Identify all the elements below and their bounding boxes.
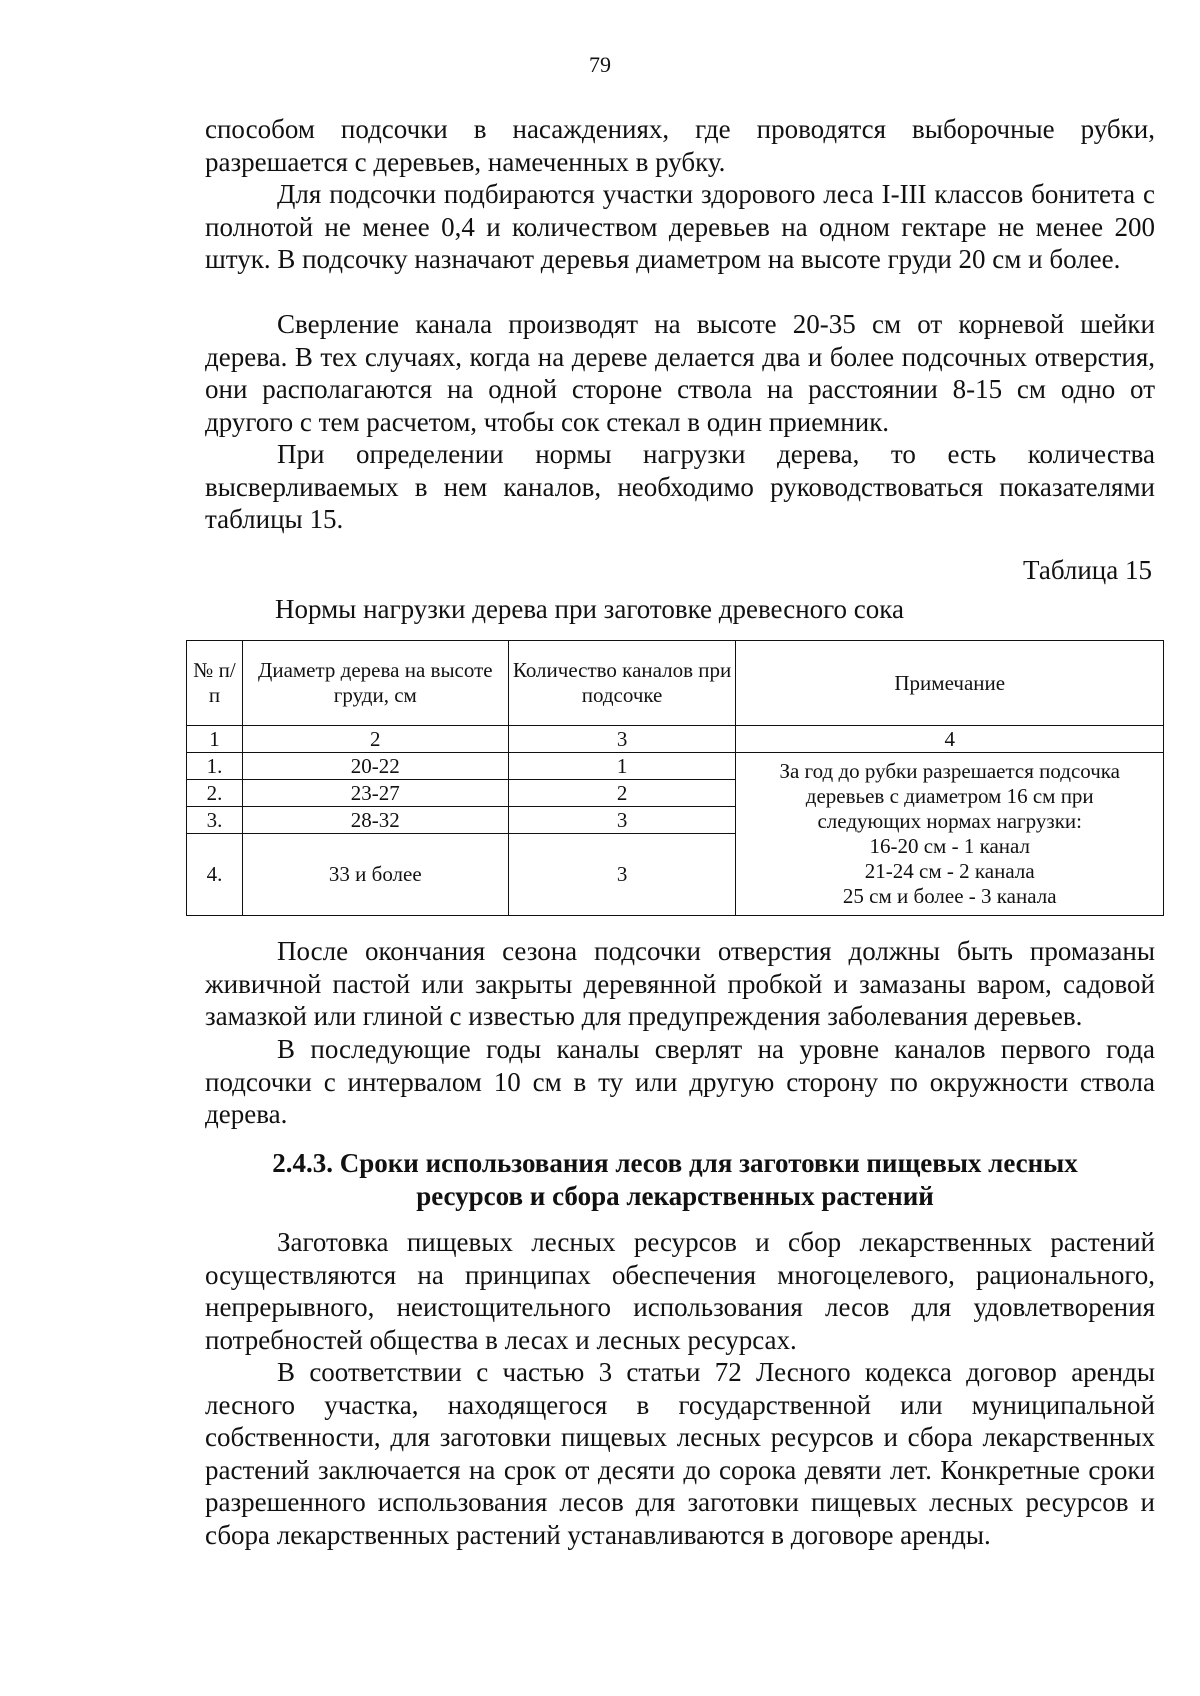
header-diameter: Диаметр дерева на высоте груди, см (242, 641, 508, 726)
header-note: Примечание (736, 641, 1164, 726)
column-number: 3 (508, 726, 736, 753)
header-channels: Количество каналов при подсочке (508, 641, 736, 726)
row-channels: 3 (508, 834, 736, 916)
note-line: деревьев с диаметром 16 см при (805, 784, 1094, 808)
table-label: Таблица 15 (1023, 555, 1152, 585)
paragraph-after-season: После окончания сезона подсочки отверстия должны быть промазаны живичной пастой или закрыты деревянной пробкой и замазаны варом, садовой замазкой или глиной с известью для предупреждения заболевания деревьев. (205, 936, 1155, 1031)
note-line: следующих нормах нагрузки: (817, 809, 1082, 833)
note-line: За год до рубки разрешается подсочка (779, 759, 1120, 783)
row-number: 3. (187, 807, 243, 834)
section-heading-line: ресурсов и сбора лекарственных растений (416, 1181, 934, 1211)
note-line: 21-24 см - 2 канала (864, 859, 1035, 883)
paragraph-drilling: Сверление канала производят на высоте 20-35 см от корневой шейки дерева. В тех случаях, когда на дереве делается два и более подсочных отверстия, они располагаются на одной стороне ствола на расстоянии 8-15 см одно от другого с тем расчетом, чтобы сок стекал в один приемник. (205, 309, 1155, 437)
column-number: 2 (242, 726, 508, 753)
row-number: 2. (187, 780, 243, 807)
row-diameter: 20-22 (242, 753, 508, 780)
note-cell (736, 753, 1164, 916)
paragraph-subsap-continuation: способом подсочки в насаждениях, где проводятся выборочные рубки, разрешается с деревьев, намеченных в рубку. (205, 114, 1155, 177)
section-heading (186, 1147, 1164, 1213)
table-row (187, 753, 1164, 780)
table-header-row (187, 641, 1164, 726)
paragraph-food-resources: Заготовка пищевых лесных ресурсов и сбор лекарственных растений осуществляются на принципах обеспечения многоцелевого, рационального, непрерывного, неистощительного использования лесов для удовлетворения потребностей общества в лесах и лесных ресурсах. (205, 1227, 1155, 1355)
table-title: Нормы нагрузки дерева при заготовке древесного сока (275, 594, 904, 624)
column-number: 4 (736, 726, 1164, 753)
note-line: 16-20 см - 1 канал (869, 834, 1030, 858)
paragraph-site-selection: Для подсочки подбираются участки здорового леса I-III классов бонитета с полнотой не менее 0,4 и количеством деревьев на одном гектаре не менее 200 штук. В подсочку назначают деревья диаметром на высоте груди 20 см и более. (205, 179, 1155, 274)
row-diameter: 28-32 (242, 807, 508, 834)
row-channels: 3 (508, 807, 736, 834)
paragraph-following-years: В последующие годы каналы сверлят на уровне каналов первого года подсочки с интервалом 10 см в ту или другую сторону по окружности ствола дерева. (205, 1034, 1155, 1129)
paragraph-lease-terms: В соответствии с частью 3 статьи 72 Лесного кодекса договор аренды лесного участка, находящегося в государственной или муниципальной собственности, для заготовки пищевых лесных ресурсов и сбора лекарственных растений заключается на срок от десяти до сорока девяти лет. Конкретные сроки разрешенного использования лесов для заготовки пищевых лесных ресурсов и сбора лекарственных растений устанавливаются в договоре аренды. (205, 1357, 1155, 1550)
table-column-numbers-row (187, 726, 1164, 753)
column-number: 1 (187, 726, 243, 753)
row-diameter: 23-27 (242, 780, 508, 807)
page-number: 79 (589, 52, 611, 77)
row-channels: 1 (508, 753, 736, 780)
row-number: 1. (187, 753, 243, 780)
section-heading-line: 2.4.3. Сроки использования лесов для заготовки пищевых лесных (272, 1148, 1078, 1178)
paragraph-load-norm: При определении нормы нагрузки дерева, то есть количества высверливаемых в нем каналов, необходимо руководствоваться показателями таблицы 15. (205, 439, 1155, 534)
row-channels: 2 (508, 780, 736, 807)
row-number: 4. (187, 834, 243, 916)
header-number: № п/п (187, 641, 243, 726)
load-norms-table (186, 640, 1164, 916)
note-line: 25 см и более - 3 канала (842, 884, 1057, 908)
row-diameter: 33 и более (242, 834, 508, 916)
